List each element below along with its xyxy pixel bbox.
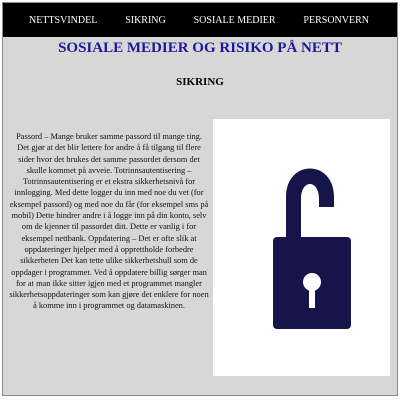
page-title: SOSIALE MEDIER OG RISIKO PÅ NETT <box>58 40 342 56</box>
top-navigation-bar <box>3 3 397 37</box>
nav-link-personvern[interactable]: PERSONVERN <box>303 14 369 26</box>
nav-link-sikring[interactable]: SIKRING <box>125 14 166 26</box>
padlock-shackle <box>286 169 334 242</box>
section-title: SIKRING <box>176 76 224 88</box>
padlock-icon <box>213 119 390 376</box>
page-frame <box>2 2 398 396</box>
nav-link-nettsvindel[interactable]: NETTSVINDEL <box>29 14 98 26</box>
padlock-image <box>213 119 390 376</box>
padlock-keyhole-slot <box>309 284 315 308</box>
article-body-text: Passord – Mange bruker samme passord til mange ting. Det gjør at det blir lettere for andre å få tilgang til flere sider hvor det brukes det samme passordet dersom det skulle kommet på avveie. Totrinnsautentisering – Totrinnsautentisering er et ekstra sikkerhetsnivå for innlogging. Med dette logger du inn med noe du vet (for eksempel passord) og med noe du får (for eksempel sms på mobil) Dette hindrer andre i å logge inn på din konto, selv om de kjenner til passordet ditt. Dette er vanlig i for eksempel nettbank. Oppdatering – Det er ofte slik at oppdateringer hjelper med å opprettholde forbedre sikkerheten Det kan tette ulike sikkerhetshull som de oppdager i programmet. Ved å oppdatere billig sørger man for at man ikke sitter igjen med et programmet mangler sikkerhetsoppdateringer som kan gjøre det enklere for noen å komme inn i programmet og datamaskinen. <box>9 132 209 311</box>
nav-link-sosiale-medier[interactable]: SOSIALE MEDIER <box>193 14 276 26</box>
